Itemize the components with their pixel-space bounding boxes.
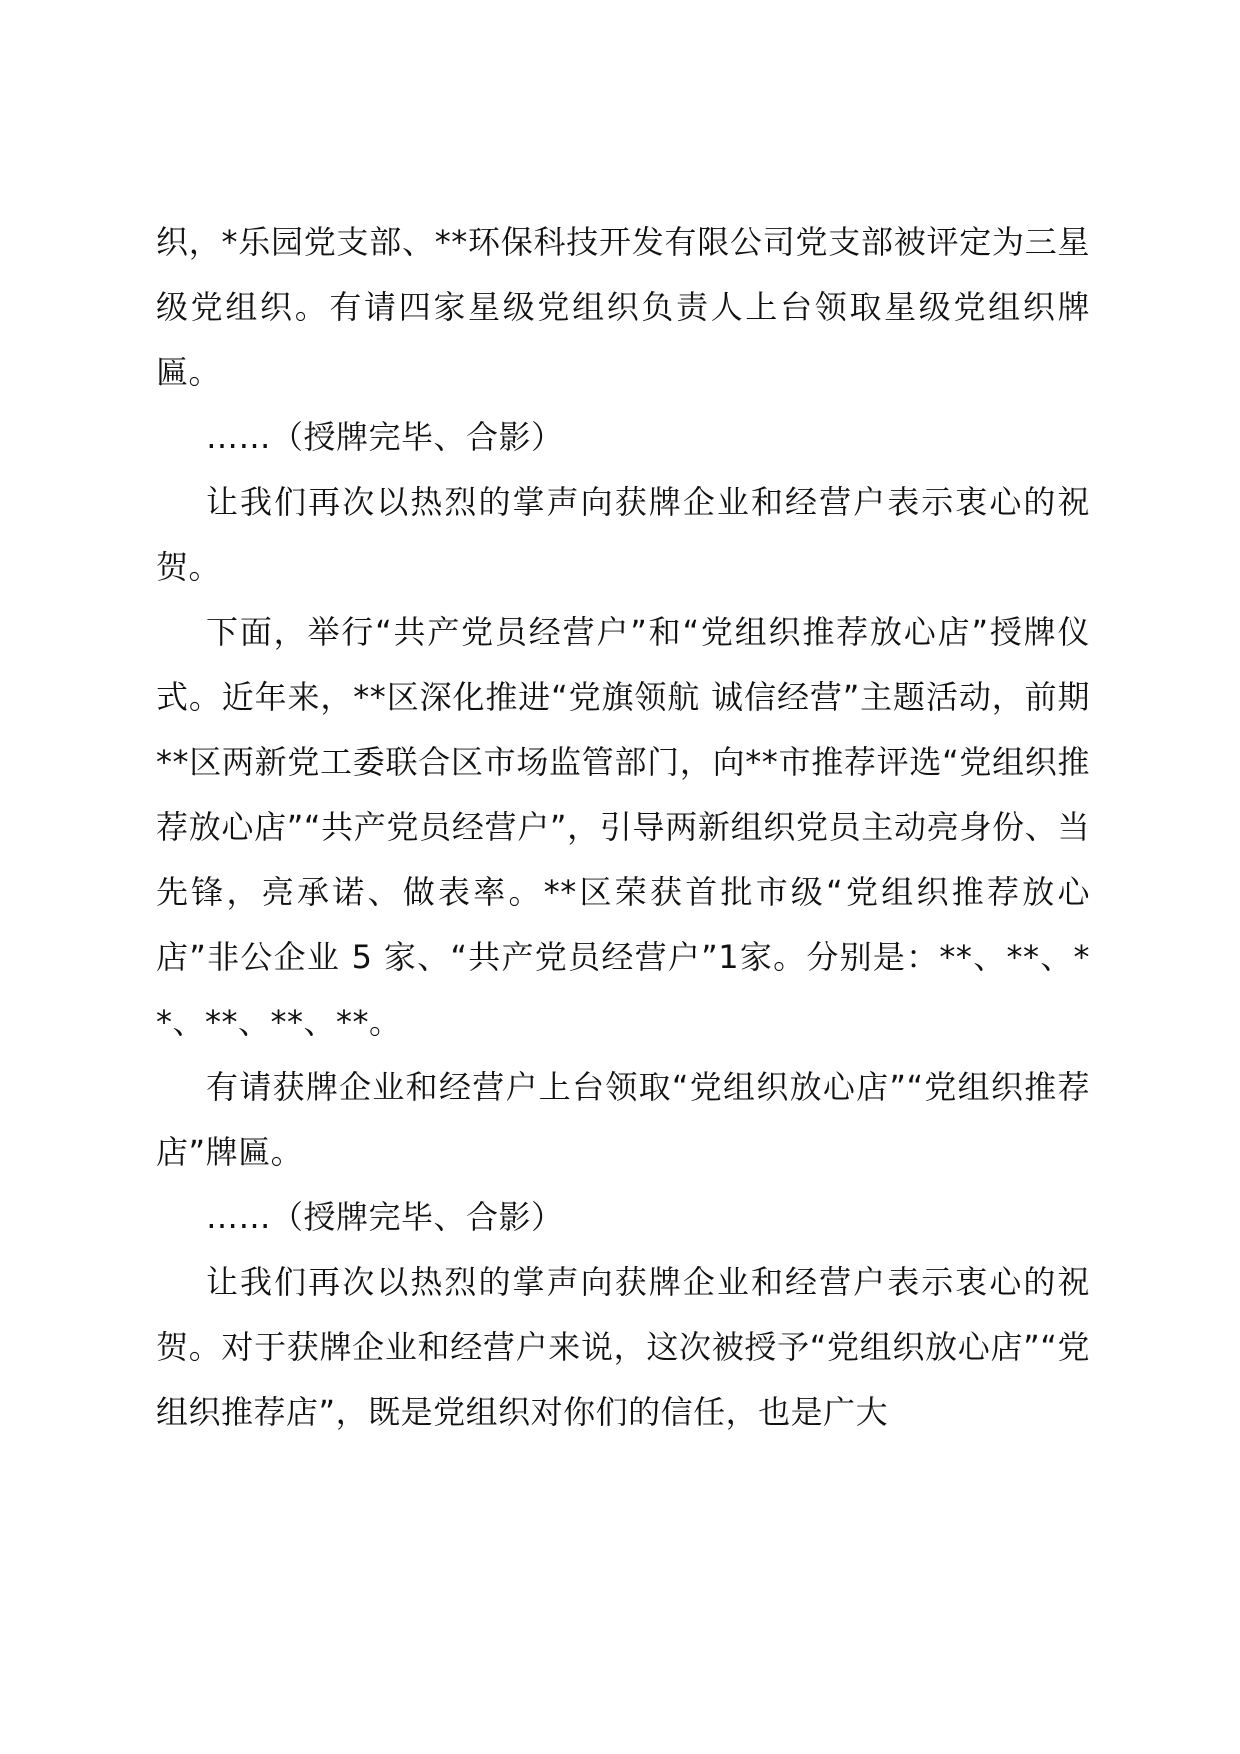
- paragraph-3: 让我们再次以热烈的掌声向获牌企业和经营户表示衷心的祝贺。: [156, 483, 1090, 586]
- document-body: [156, 210, 1090, 1445]
- paragraph-1: 织，*乐园党支部、**环保科技开发有限公司党支部被评定为三星级党组织。有请四家星级党组织负责人上台领取星级党组织牌匾。: [156, 223, 1090, 391]
- paragraph-4: 下面，举行“共产党员经营户”和“党组织推荐放心店”授牌仪式。近年来，**区深化推进“党旗领航 诚信经营”主题活动，前期**区两新党工委联合区市场监管部门，向**市推荐评选“党组织推荐放心店”“共产党员经营户”，引导两新组织党员主动亮身份、当先锋，亮承诺、做表率。**区荣获首批市级“党组织推荐放心店”非公企业 5 家、“共产党员经营户”1家。分别是：**、**、**、**、**、**。: [156, 613, 1090, 1041]
- paragraph-5: 有请获牌企业和经营户上台领取“党组织放心店”“党组织推荐店”牌匾。: [156, 1068, 1090, 1171]
- paragraph-2: ……（授牌完毕、合影）: [206, 418, 564, 456]
- paragraph-7: 让我们再次以热烈的掌声向获牌企业和经营户表示衷心的祝贺。对于获牌企业和经营户来说，这次被授予“党组织放心店”“党组织推荐店”，既是党组织对你们的信任，也是广大: [156, 1263, 1090, 1431]
- paragraph-6: ……（授牌完毕、合影）: [206, 1198, 564, 1236]
